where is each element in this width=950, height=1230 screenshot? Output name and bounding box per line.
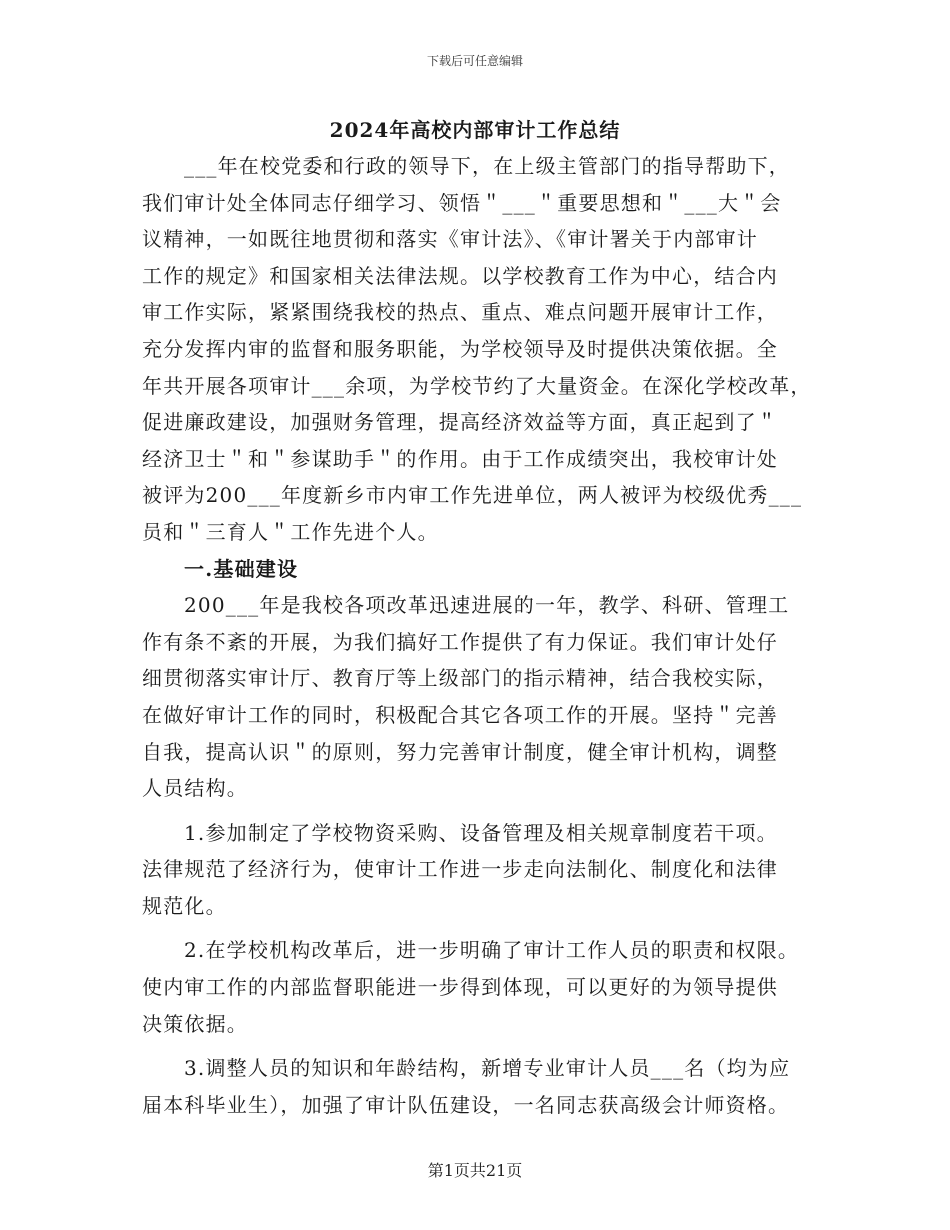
list-item-line: 决策依据。	[142, 1011, 248, 1036]
paragraph-line: 自我，提高认识＂的原则，努力完善审计制度，健全审计机构，调整	[142, 739, 778, 764]
list-item-line: 3.调整人员的知识和年龄结构，新增专业审计人员___名（均为应	[184, 1056, 791, 1081]
paragraph-line: 被评为200___年度新乡市内审工作先进单位，两人被评为校级优秀___	[142, 483, 803, 508]
paragraph-line: 200___年是我校各项改革迅速进展的一年，教学、科研、管理工	[184, 593, 790, 618]
paragraph-line: ___年在校党委和行政的领导下，在上级主管部门的指导帮助下，	[184, 154, 790, 178]
paragraph-line: 经济卫士＂和＂参谋助手＂的作用。由于工作成绩突出，我校审计处	[142, 446, 778, 471]
list-item-line: 2.在学校机构改革后，进一步明确了审计工作人员的职责和权限。	[184, 938, 800, 963]
paragraph-line: 人员结构。	[142, 776, 248, 801]
section-heading: 一.基础建设	[184, 556, 299, 581]
paragraph-line: 促进廉政建设，加强财务管理，提高经济效益等方面，真正起到了＂	[142, 410, 778, 435]
list-item-line: 法律规范了经济行为，使审计工作进一步走向法制化、制度化和法律	[142, 857, 778, 882]
paragraph-line: 在做好审计工作的同时，积极配合其它各项工作的开展。坚持＂完善	[142, 702, 778, 727]
document-body	[142, 148, 818, 1123]
paragraph-line: 议精神，一如既往地贯彻和落实《审计法》、《审计署关于内部审计	[142, 227, 758, 252]
list-item-line: 届本科毕业生），加强了审计队伍建设，一名同志获高级会计师资格。	[142, 1092, 790, 1117]
page-footer: 第1页共21页	[427, 1161, 523, 1180]
list-item-line: 1.参加制定了学校物资采购、设备管理及相关规章制度若干项。	[184, 820, 778, 845]
paragraph-line: 充分发挥内审的监督和服务职能，为学校领导及时提供决策依据。全	[142, 336, 778, 361]
list-item-line: 使内审工作的内部监督职能进一步得到体现，可以更好的为领导提供	[142, 975, 778, 1000]
paragraph-line: 作有条不紊的开展，为我们搞好工作提供了有力保证。我们审计处仔	[142, 629, 778, 654]
paragraph-line: 工作的规定》和国家相关法律法规。以学校教育工作为中心，结合内	[142, 263, 778, 288]
paragraph-line: 审工作实际，紧紧围绕我校的热点、重点、难点问题开展审计工作，	[142, 300, 778, 325]
header-note: 下载后可任意编辑	[426, 54, 523, 68]
list-item-line: 规范化。	[142, 893, 227, 918]
paragraph-line: 年共开展各项审计___余项，为学校节约了大量资金。在深化学校改革，	[142, 373, 812, 398]
paragraph-line: 我们审计处全体同志仔细学习、领悟＂___＂重要思想和＂___大＂会	[142, 190, 782, 215]
paragraph-line: 员和＂三育人＂工作先进个人。	[142, 519, 439, 544]
paragraph-line: 细贯彻落实审计厅、教育厅等上级部门的指示精神，结合我校实际，	[142, 666, 778, 691]
document-title: 2024年高校内部审计工作总结	[329, 118, 621, 142]
